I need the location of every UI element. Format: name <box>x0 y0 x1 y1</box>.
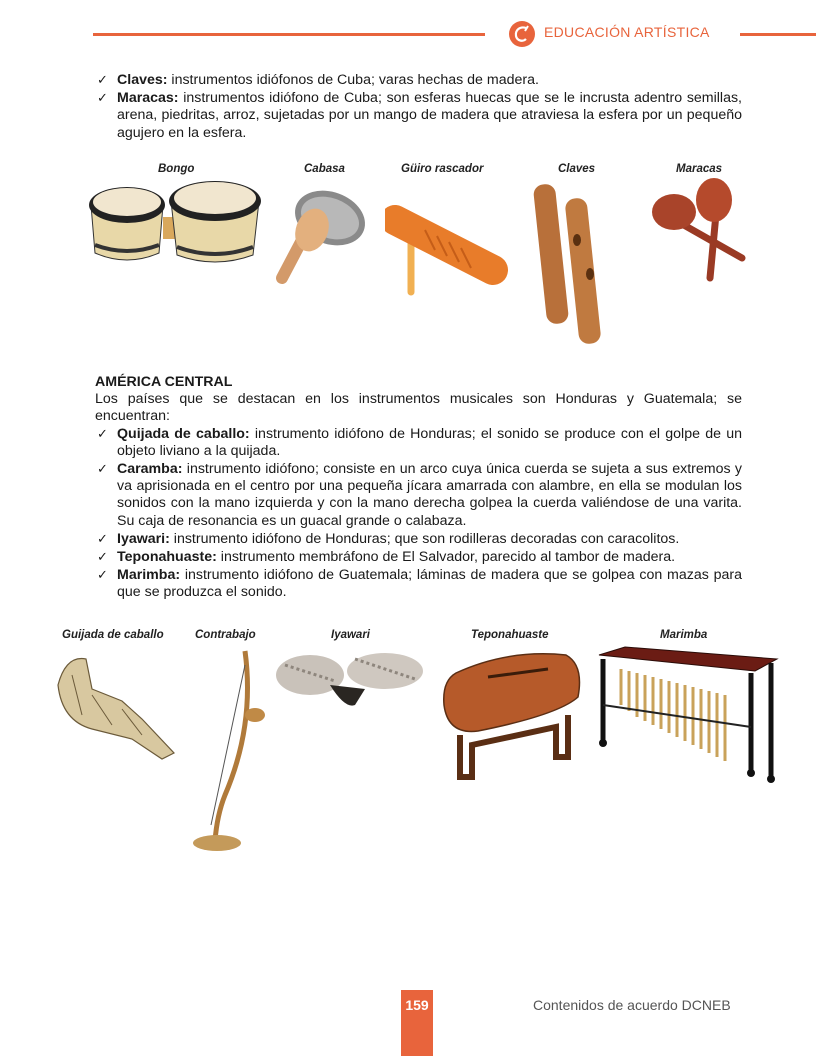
list-cuba <box>95 72 742 143</box>
caption-maracas: Maracas <box>676 163 723 175</box>
section-title: AMÉRICA CENTRAL <box>95 374 233 390</box>
item-term: Maracas: <box>117 90 179 107</box>
guiro-image <box>385 180 510 300</box>
maracas-image <box>650 176 750 286</box>
logo-icon <box>508 20 536 48</box>
check-icon: ✓ <box>97 550 108 566</box>
item-term: Iyawari: <box>117 530 170 547</box>
item-text: instrumentos idiófono de Cuba; son esferas huecas que se le incrusta adentro semillas, arena, piedritas, arroz, sujetadas por un mango de madera que atraviesa la esfera por un pequeño agujero en la esfera. <box>117 90 742 141</box>
marimba-image <box>595 645 780 785</box>
caption-marimba: Marimba <box>660 629 708 641</box>
header-rule-left <box>93 33 485 36</box>
list-item <box>95 549 742 566</box>
item-text: instrumento idiófono de Guatemala; láminas de madera que se golpea con mazas para que se produzca el sonido. <box>117 567 742 601</box>
check-icon: ✓ <box>97 462 108 478</box>
check-icon: ✓ <box>97 73 108 88</box>
check-icon: ✓ <box>97 531 108 547</box>
caption-bongo: Bongo <box>158 163 195 175</box>
item-text: instrumento idiófono de Honduras; que son rodilleras decoradas con caracolitos. <box>169 530 680 547</box>
quijada-image <box>52 645 182 765</box>
page-number: 159 <box>405 997 429 1013</box>
item-term: Marimba: <box>117 567 181 584</box>
item-term: Claves: <box>117 72 168 88</box>
claves-image <box>530 178 620 346</box>
contrabajo-image <box>185 645 275 855</box>
caption-teponahuaste: Teponahuaste <box>471 629 549 641</box>
item-term: Quijada de caballo: <box>117 425 250 442</box>
item-text: instrumento idiófono; consiste en un arco cuya única cuerda se sujeta a sus extremos y va aprisionada en el centro por una pequeña jícara amarrada con alambre, en ella se modulan los sonidos con la mano izquierda y con la mano derecha golpea la cuerda valiéndose de una varita. Su caja de resonancia es un guacal grande o calabaza. <box>117 461 742 529</box>
item-text: instrumento membráfono de El Salvador, parecido al tambor de madera. <box>216 549 676 566</box>
bongo-image <box>85 175 265 267</box>
check-icon: ✓ <box>97 568 108 584</box>
list-item <box>95 72 742 89</box>
caption-claves: Claves <box>558 163 596 175</box>
list-item <box>95 567 742 601</box>
item-term: Caramba: <box>117 461 183 478</box>
section-intro: Los países que se destacan en los instrumentos musicales son Honduras y Guatemala; se encuentran: <box>95 391 742 425</box>
list-item <box>95 531 742 548</box>
teponahuaste-image <box>438 645 588 785</box>
header-rule-right <box>740 33 816 36</box>
section-central-america <box>95 372 742 603</box>
iyawari-image <box>275 645 425 717</box>
caption-contrabajo: Contrabajo <box>195 629 256 641</box>
check-icon: ✓ <box>97 426 108 442</box>
item-text: instrumento idiófono de Honduras; el sonido se produce con el golpe de un objeto liviano a la quijada. <box>117 425 742 459</box>
caption-guijada: Guijada de caballo <box>62 629 164 641</box>
caption-iyawari: Iyawari <box>331 629 370 641</box>
list-item <box>95 426 742 460</box>
list-item <box>95 461 742 530</box>
header-title: EDUCACIÓN ARTÍSTICA <box>544 24 710 40</box>
item-term: Teponahuaste: <box>117 549 217 566</box>
check-icon: ✓ <box>97 91 108 107</box>
item-text: instrumentos idiófonos de Cuba; varas hechas de madera. <box>167 72 539 88</box>
caption-cabasa: Cabasa <box>304 163 345 175</box>
footer-text: Contenidos de acuerdo DCNEB <box>533 997 731 1013</box>
cabasa-image <box>272 180 382 290</box>
caption-guiro: Güiro rascador <box>401 163 484 175</box>
list-item <box>95 90 742 142</box>
